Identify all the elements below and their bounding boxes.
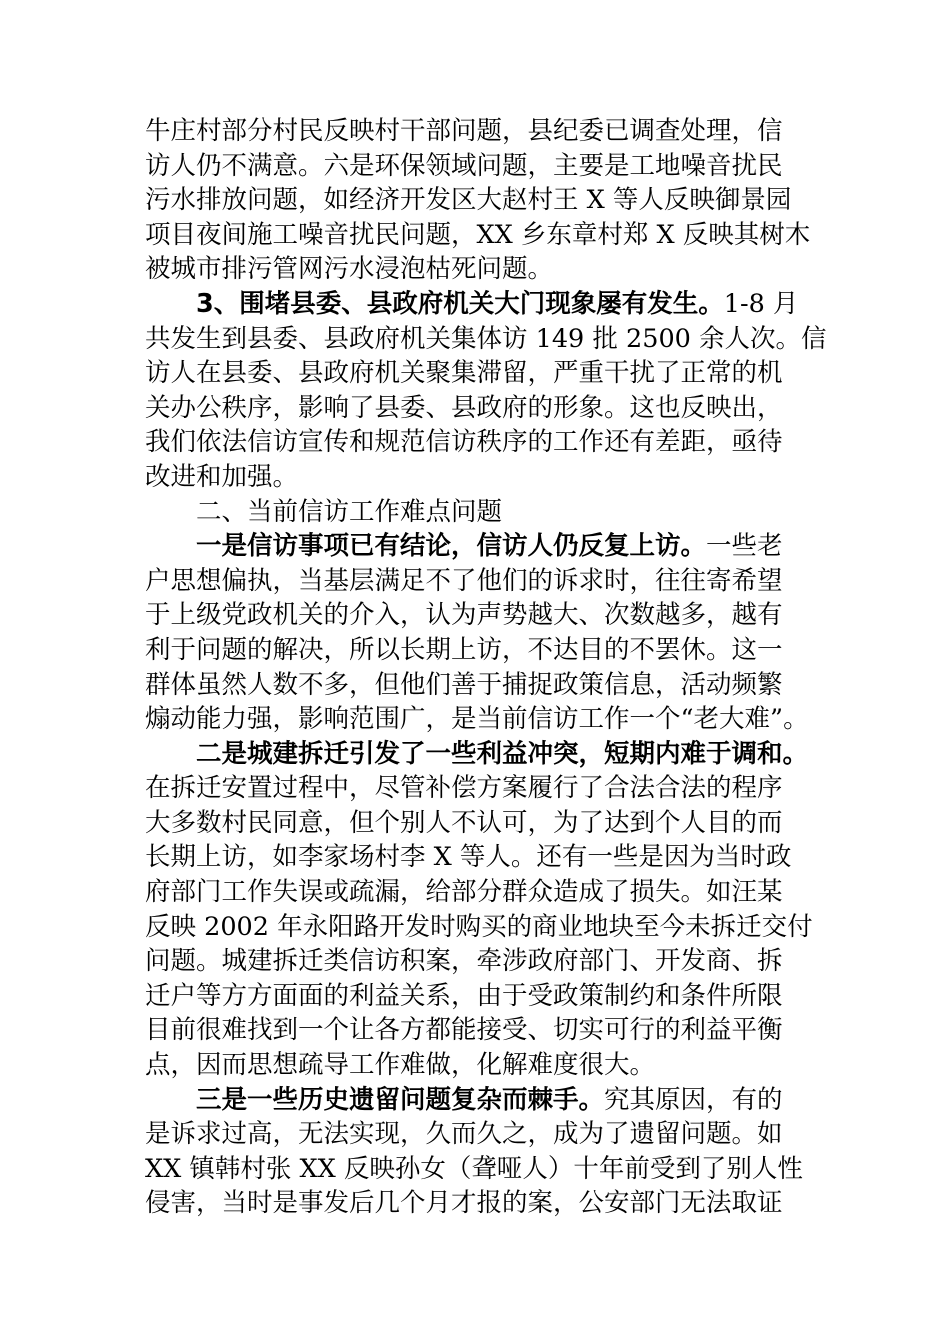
point-3-paragraph bbox=[145, 1083, 835, 1221]
point-1-lead: 一些老 bbox=[706, 531, 783, 562]
point-1-heading: 一是信访事项已有结论，信访人仍反复上访。 bbox=[196, 531, 707, 562]
text-line: 是诉求过高，无法实现，久而久之，成为了遗留问题。如 bbox=[145, 1119, 783, 1150]
text-line: 侵害，当时是事发后几个月才报的案，公安部门无法取证 bbox=[145, 1188, 783, 1219]
text-line: 大多数村民同意，但个别人不认可，为了达到个人目的而 bbox=[145, 807, 783, 838]
point-2-heading: 二是城建拆迁引发了一些利益冲突，短期内难于调和。 bbox=[196, 738, 809, 769]
text-line: 改进和加强。 bbox=[145, 461, 299, 492]
intro-paragraph bbox=[145, 114, 835, 287]
document-page bbox=[145, 114, 835, 1221]
text-line: 户思想偏执，当基层满足不了他们的诉求时，往往寄希望 bbox=[145, 565, 783, 596]
text-line-first bbox=[145, 737, 835, 772]
text-line: XX 镇韩村张 XX 反映孙女（聋哑人）十年前受到了别人性 bbox=[145, 1153, 803, 1184]
text-line: 我们依法信访宣传和规范信访秩序的工作还有差距，亟待 bbox=[145, 427, 783, 458]
point-2-paragraph bbox=[145, 737, 835, 1083]
text-line-first bbox=[145, 287, 835, 322]
text-line: 问题。城建拆迁类信访积案，牵涉政府部门、开发商、拆 bbox=[145, 946, 783, 977]
text-line: 府部门工作失误或疏漏，给部分群众造成了损失。如汪某 bbox=[145, 877, 783, 908]
point-3-lead: 究其原因，有的 bbox=[604, 1084, 783, 1115]
point-3-heading: 三是一些历史遗留问题复杂而棘手。 bbox=[196, 1084, 605, 1115]
section-3-paragraph bbox=[145, 287, 835, 495]
text-line: 于上级党政机关的介入，认为声势越大、次数越多，越有 bbox=[145, 600, 783, 631]
text-line: 关办公秩序，影响了县委、县政府的形象。这也反映出， bbox=[145, 392, 783, 423]
text-line: 长期上访，如李家场村李 X 等人。还有一些是因为当时政 bbox=[145, 842, 792, 873]
point-1-paragraph bbox=[145, 529, 835, 737]
text-line: 在拆迁安置过程中，尽管补偿方案履行了合法合法的程序 bbox=[145, 773, 783, 804]
text-line-first bbox=[145, 1083, 835, 1118]
text-line: 访人仍不满意。六是环保领域问题，主要是工地噪音扰民 bbox=[145, 150, 783, 181]
text-line: 访人在县委、县政府机关聚集滞留，严重干扰了正常的机 bbox=[145, 358, 783, 389]
text-line: 利于问题的解决，所以长期上访，不达目的不罢休。这一 bbox=[145, 634, 783, 665]
section-two-heading: 二、当前信访工作难点问题 bbox=[196, 496, 503, 527]
text-line: 牛庄村部分村民反映村干部问题，县纪委已调查处理，信 bbox=[145, 116, 783, 146]
text-line-first bbox=[145, 529, 835, 564]
text-line: 煽动能力强，影响范围广，是当前信访工作一个“老大难”。 bbox=[145, 704, 809, 735]
section-3-lead: 1-8 月 bbox=[723, 288, 799, 319]
text-line: 共发生到县委、县政府机关集体访 149 批 2500 余人次。信 bbox=[145, 323, 827, 354]
text-line: 点，因而思想疏导工作难做，化解难度很大。 bbox=[145, 1050, 656, 1081]
text-line: 目前很难找到一个让各方都能接受、切实可行的利益平衡 bbox=[145, 1015, 783, 1046]
section-3-heading: 3、围堵县委、县政府机关大门现象屡有发生。 bbox=[196, 288, 724, 319]
text-line: 项目夜间施工噪音扰民问题，XX 乡东章村郑 X 反映其树木 bbox=[145, 219, 811, 250]
text-line: 污水排放问题，如经济开发区大赵村王 X 等人反映御景园 bbox=[145, 185, 792, 216]
text-line: 反映 2002 年永阳路开发时购买的商业地块至今未拆迁交付 bbox=[145, 911, 813, 942]
text-line: 被城市排污管网污水浸泡枯死问题。 bbox=[145, 254, 554, 285]
text-line: 群体虽然人数不多，但他们善于捕捉政策信息，活动频繁 bbox=[145, 669, 783, 700]
text-line: 迁户等方方面面的利益关系，由于受政策制约和条件所限 bbox=[145, 980, 783, 1011]
